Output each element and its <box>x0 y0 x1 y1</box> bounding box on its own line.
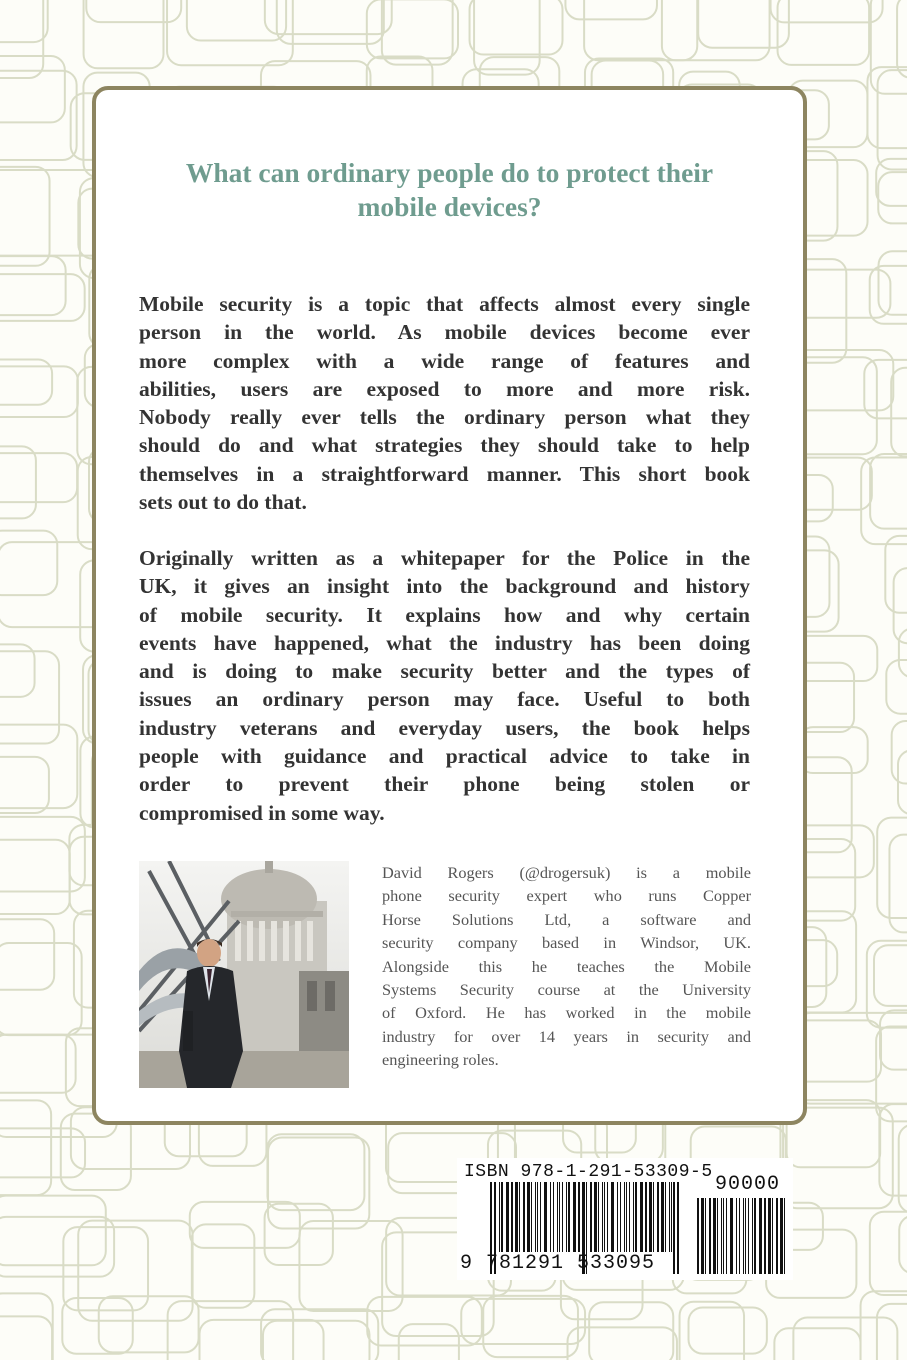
intro-paragraph <box>139 290 750 516</box>
paragraph-line: events have happened, what the industry has been doing <box>139 630 750 655</box>
barcode-bar <box>506 1182 509 1252</box>
paragraph-line: issues an ordinary person may face. Useful to both <box>139 687 750 712</box>
barcode-bar <box>748 1198 749 1274</box>
barcode-bar <box>515 1182 518 1252</box>
pattern-shape <box>474 0 540 75</box>
barcode-bar <box>776 1198 778 1274</box>
barcode-bar <box>537 1182 538 1252</box>
barcode-bar <box>665 1182 666 1252</box>
paragraph-line: sets out to do that. <box>139 490 307 515</box>
pattern-shape <box>0 1100 51 1195</box>
pattern-shape <box>899 1125 907 1213</box>
pattern-shape <box>870 1212 907 1295</box>
pattern-shape <box>886 660 907 714</box>
barcode-bar <box>640 1182 643 1252</box>
barcode-bar <box>739 1198 740 1274</box>
pattern-shape <box>799 727 868 773</box>
barcode-bar <box>562 1182 563 1252</box>
pattern-shape <box>263 1321 370 1360</box>
pattern-shape <box>0 56 65 122</box>
paragraph-line: Mobile security is a topic that affects almost every single <box>139 292 750 316</box>
pattern-shape <box>192 1224 255 1307</box>
pattern-shape <box>0 1217 114 1277</box>
barcode-bar <box>527 1182 530 1252</box>
barcode-bar <box>673 1182 675 1274</box>
barcode-bar <box>657 1182 659 1252</box>
paragraph-line: themselves in a straightforward manner. This short book <box>139 461 750 486</box>
pattern-shape <box>0 840 70 914</box>
bio-line: Systems Security course at the University <box>382 980 751 1000</box>
barcode-bar <box>784 1198 785 1274</box>
pattern-shape <box>265 0 392 34</box>
pattern-shape <box>0 919 54 990</box>
pattern-shape <box>0 1196 106 1266</box>
pattern-shape <box>874 945 907 1006</box>
pattern-shape <box>78 1221 192 1321</box>
pattern-shape <box>861 458 907 545</box>
barcode-bar <box>752 1198 753 1274</box>
price-code: 90000 <box>715 1173 781 1196</box>
pattern-shape <box>0 167 50 266</box>
history-paragraph <box>139 544 750 827</box>
barcode-bar <box>519 1182 520 1252</box>
barcode-bar <box>633 1182 634 1252</box>
barcode-bar <box>590 1182 592 1252</box>
paragraph-line: person in the world. As mobile devices become ever <box>139 320 750 345</box>
pattern-shape <box>0 0 43 78</box>
barcode-bar <box>759 1198 762 1274</box>
barcode-bar <box>578 1182 580 1252</box>
pattern-shape <box>470 0 563 55</box>
paragraph-line: abilities, users are exposed to more and more risk. <box>139 376 750 401</box>
pattern-shape <box>880 1010 907 1069</box>
pattern-shape <box>99 1296 199 1352</box>
barcode-bar <box>594 1182 597 1252</box>
barcode-bar <box>726 1198 727 1274</box>
pattern-shape <box>0 1128 85 1177</box>
barcode-bar <box>669 1182 670 1252</box>
pattern-shape <box>0 446 36 518</box>
barcode-bar <box>499 1182 500 1252</box>
back-cover-panel <box>92 86 807 1125</box>
pattern-shape <box>871 0 907 94</box>
pattern-shape <box>0 757 49 813</box>
barcode-bar <box>723 1198 724 1274</box>
barcode-bar <box>713 1198 716 1274</box>
barcode-bar <box>544 1182 547 1252</box>
ean-digits: 9 781291 533095 <box>460 1252 656 1275</box>
barcode-bar <box>553 1182 554 1252</box>
pattern-shape <box>0 1293 53 1360</box>
author-bio <box>382 861 751 1072</box>
barcode-bar <box>768 1198 771 1274</box>
barcode-bar <box>550 1182 551 1252</box>
pattern-shape <box>662 0 770 60</box>
pattern-shape <box>876 159 907 206</box>
pattern-shape <box>0 725 77 809</box>
barcode-bar <box>598 1182 599 1252</box>
pattern-shape <box>0 453 77 502</box>
paragraph-line: Originally written as a whitepaper for the Police in the <box>139 546 750 570</box>
barcode-bar <box>701 1198 704 1274</box>
pattern-shape <box>84 0 164 68</box>
pattern-shape <box>878 172 907 223</box>
barcode-bar <box>697 1198 699 1274</box>
paragraph-line: of mobile security. It explains how and why certain <box>139 602 750 627</box>
paragraph-line: more complex with a wide range of features and <box>139 348 750 373</box>
barcode-bar <box>635 1182 637 1252</box>
pattern-shape <box>565 0 657 19</box>
barcode-bar <box>772 1198 773 1274</box>
barcode-bar <box>754 1198 756 1274</box>
pattern-shape <box>698 0 789 48</box>
author-photo <box>139 861 349 1088</box>
barcode-bar <box>764 1198 766 1274</box>
bio-line: Alongside this he teaches the Mobile <box>382 956 751 976</box>
pattern-shape <box>899 628 907 677</box>
pattern-shape <box>689 1307 767 1353</box>
barcode-bar <box>573 1182 576 1252</box>
pattern-shape <box>589 1302 673 1360</box>
pattern-shape <box>897 0 907 78</box>
pattern-shape <box>899 1216 907 1274</box>
headline-line: mobile devices? <box>357 191 542 222</box>
barcode-bar <box>523 1182 525 1252</box>
pattern-shape <box>870 454 907 529</box>
paragraph-line: Nobody really ever tells the ordinary person what they <box>139 405 750 430</box>
pattern-shape <box>878 70 907 169</box>
bio-line: industry for over 14 years in security and <box>382 1026 751 1046</box>
pattern-shape <box>367 0 458 58</box>
pattern-shape <box>771 0 883 22</box>
headline-line: What can ordinary people do to protect their <box>185 157 714 188</box>
barcode-bar <box>649 1182 652 1252</box>
bio-line: David Rogers (@drogersuk) is a mobile <box>382 863 751 882</box>
paragraph-line: should do and what strategies they should take to help <box>139 433 750 458</box>
barcode-bar <box>645 1182 647 1252</box>
pattern-shape <box>877 818 907 918</box>
pattern-shape <box>268 1137 369 1228</box>
pattern-shape <box>0 274 85 321</box>
barcode-bar <box>677 1182 679 1274</box>
barcode-bar <box>624 1182 625 1252</box>
bio-line: phone security expert who runs Copper <box>382 886 751 906</box>
bio-line: Horse Solutions Ltd, a software and <box>382 909 751 929</box>
barcode-bar <box>559 1182 560 1252</box>
paragraph-line: industry veterans and everyday users, the book helps <box>139 715 750 740</box>
pattern-shape <box>0 1035 76 1093</box>
bio-line: of Oxford. He has worked in the mobile <box>382 1003 751 1023</box>
pattern-shape <box>0 366 78 417</box>
barcode-bar <box>721 1198 722 1274</box>
barcode-bar <box>653 1182 654 1252</box>
pattern-shape <box>483 1296 578 1357</box>
barcode-block <box>457 1158 793 1280</box>
bio-line: security company based in Windsor, UK. <box>382 933 751 953</box>
pattern-shape <box>879 251 907 315</box>
pattern-shape <box>861 1291 907 1360</box>
pattern-shape <box>793 1317 897 1360</box>
bio-line: engineering roles. <box>382 1050 499 1070</box>
cover-headline <box>136 156 763 224</box>
pattern-shape <box>0 0 48 42</box>
paragraph-line: compromised in some way. <box>139 800 385 825</box>
paragraph-line: UK, it gives an insight into the background and history <box>139 574 750 599</box>
barcode-bar <box>557 1182 558 1252</box>
barcode-bar <box>611 1182 614 1252</box>
barcode-bar <box>626 1182 627 1252</box>
pattern-shape <box>62 1298 132 1354</box>
pattern-shape <box>867 67 907 148</box>
barcode-bar <box>745 1198 746 1274</box>
barcode-bar <box>531 1182 532 1252</box>
barcode-bar <box>607 1182 608 1252</box>
barcode-bar <box>566 1182 567 1252</box>
barcode-bar <box>535 1182 536 1252</box>
paragraph-line: order to prevent their phone being stolen or <box>139 772 750 797</box>
barcode-bar <box>602 1182 603 1252</box>
barcode-bar <box>717 1198 718 1274</box>
barcode-bar <box>604 1182 605 1252</box>
pattern-shape <box>261 1309 378 1360</box>
barcode-bar <box>629 1182 630 1252</box>
pattern-shape <box>267 1134 364 1210</box>
pattern-shape <box>867 941 907 1028</box>
pattern-shape <box>584 0 697 60</box>
pattern-shape <box>793 270 891 318</box>
pattern-shape <box>187 0 286 41</box>
paragraph-line: people with guidance and practical advice to take in <box>139 744 750 769</box>
barcode-bar <box>617 1182 618 1252</box>
pattern-shape <box>0 1316 52 1360</box>
barcode-bar <box>736 1198 737 1274</box>
barcode-bar <box>709 1198 711 1274</box>
barcode-bar <box>705 1198 706 1274</box>
barcode-bar <box>730 1198 733 1274</box>
pattern-shape <box>774 1328 860 1360</box>
barcode-bar <box>501 1182 503 1252</box>
isbn-label: ISBN 978-1-291-53309-5 <box>464 1162 713 1182</box>
pattern-shape <box>778 0 870 65</box>
barcode-bar <box>568 1182 570 1252</box>
barcode-bar <box>661 1182 664 1252</box>
pattern-shape <box>0 531 57 596</box>
barcode-bar <box>540 1182 541 1252</box>
pattern-shape <box>783 1108 893 1209</box>
barcode-bar <box>620 1182 621 1252</box>
barcode-bar <box>743 1198 744 1274</box>
barcode-bar <box>671 1182 672 1252</box>
barcode-bar <box>780 1198 783 1274</box>
pattern-shape <box>877 1304 907 1360</box>
pattern-shape <box>399 1324 459 1360</box>
paragraph-line: and is doing to make security better and the types of <box>139 659 750 684</box>
barcode-bar <box>511 1182 513 1252</box>
